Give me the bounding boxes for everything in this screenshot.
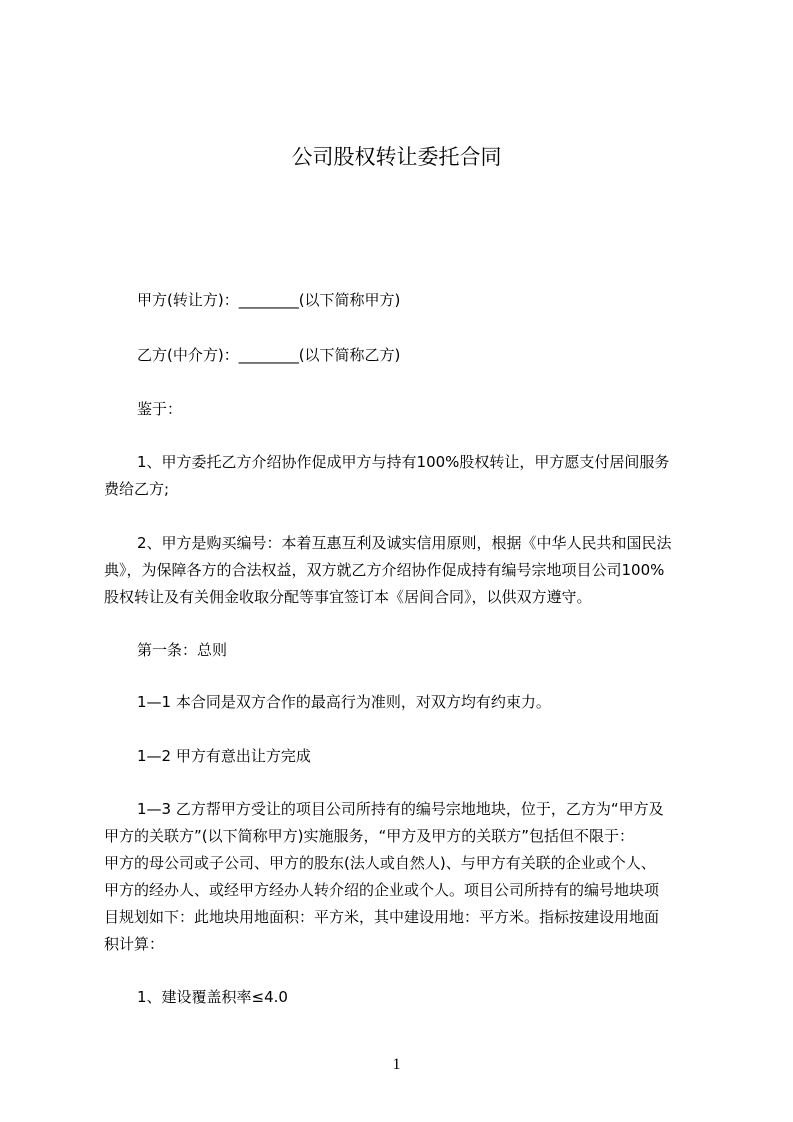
clause-1-line-1: 1、甲方委托乙方介绍协作促成甲方与持有100%股权转让，甲方愿支付居间服务 [137, 453, 670, 471]
clause-2-line-1: 2、甲方是购买编号：本着互惠互利及诚实信用原则，根据《中华人民共和国民法 [137, 534, 672, 552]
document-title: 公司股权转让委托合同 [291, 145, 502, 169]
article-1-3-line-6: 积计算： [104, 935, 165, 953]
article-1-3-line-1: 1—3 乙方帮甲方受让的项目公司所持有的编号宗地地块，位于，乙方为“甲方及 [137, 800, 664, 818]
item-1-line: 1、建设覆盖积率≤4.0 [137, 988, 288, 1006]
clause-1-line-2: 费给乙方; [104, 480, 170, 498]
whereas-heading: 鉴于： [137, 400, 183, 418]
article-1-2: 1—2 甲方有意出让方完成 [137, 747, 311, 765]
party-b-line: 乙方(中介方)：________(以下简称乙方) [137, 346, 401, 364]
article-1-3-line-4: 甲方的经办人、或经甲方经办人转介绍的企业或个人。项目公司所持有的编号地块项 [104, 881, 660, 899]
page-number: 1 [392, 1056, 401, 1073]
article-1-heading: 第一条：总则 [137, 641, 228, 659]
article-1-3-line-5: 目规划如下：此地块用地面积：平方米，其中建设用地：平方米。指标按建设用地面 [104, 908, 660, 926]
clause-2-line-2: 典》，为保障各方的合法权益，双方就乙方介绍协作促成持有编号宗地项目公司100% [104, 561, 665, 579]
article-1-1: 1—1 本合同是双方合作的最高行为准则，对双方均有约束力。 [137, 693, 551, 711]
article-1-3-line-2: 甲方的关联方”(以下简称甲方)实施服务，“甲方及甲方的关联方”包括但不限于： [104, 827, 635, 845]
party-a-line: 甲方(转让方)：________(以下简称甲方) [137, 291, 401, 309]
clause-2-line-3: 股权转让及有关佣金收取分配等事宜签订本《居间合同》，以供双方遵守。 [104, 588, 592, 606]
article-1-3-line-3: 甲方的母公司或子公司、甲方的股东(法人或自然人)、与甲方有关联的企业或个人、 [104, 854, 656, 872]
